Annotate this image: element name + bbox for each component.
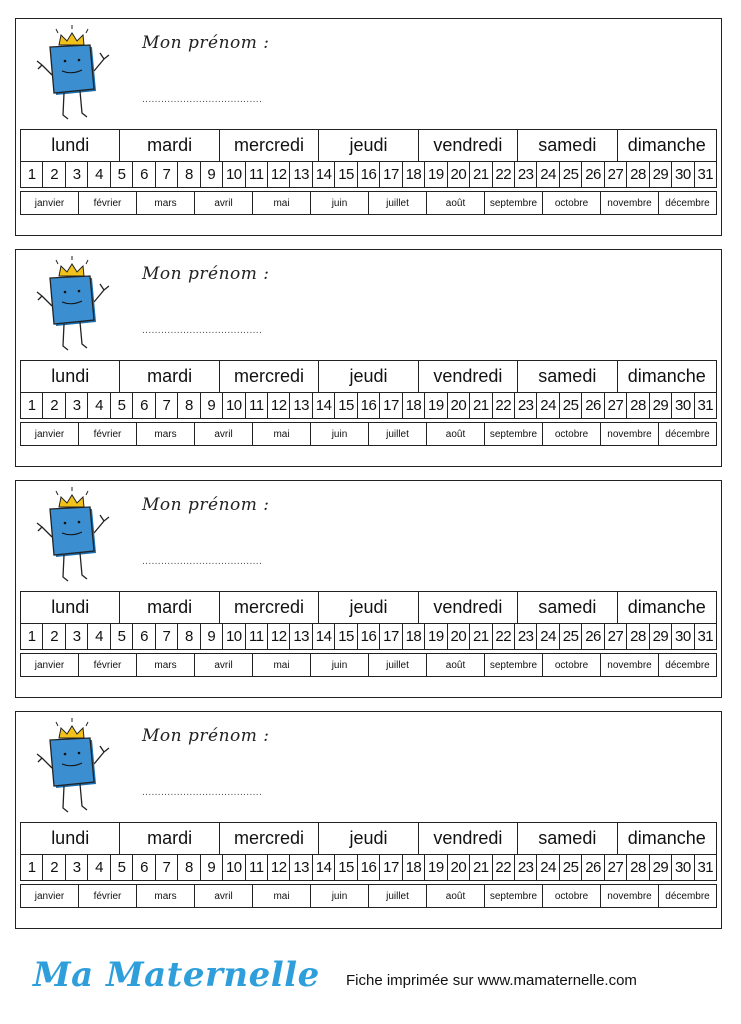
day-number-row <box>20 624 717 650</box>
weekday-cell: samedi <box>518 130 617 161</box>
day-number-cell: 15 <box>335 624 357 649</box>
day-number-cell: 5 <box>111 624 133 649</box>
month-row <box>20 653 717 677</box>
month-cell: novembre <box>601 192 659 214</box>
day-number-cell: 11 <box>246 624 268 649</box>
weekday-cell: lundi <box>21 823 120 854</box>
day-number-cell: 26 <box>582 162 604 187</box>
month-cell: avril <box>195 885 253 907</box>
month-cell: décembre <box>665 890 710 902</box>
day-number-cell: 8 <box>178 855 200 880</box>
month-cell: juillet <box>369 423 427 445</box>
day-number-cell: 28 <box>627 855 649 880</box>
day-number-cell: 23 <box>515 624 537 649</box>
day-number-cell: 9 <box>201 855 223 880</box>
day-number-cell: 12 <box>268 393 290 418</box>
month-cell: juin <box>311 192 369 214</box>
day-number-cell: 27 <box>605 624 627 649</box>
calendar-strip-card <box>15 480 722 698</box>
day-number-cell: 14 <box>313 393 335 418</box>
day-number-cell: 23 <box>515 855 537 880</box>
day-number-cell: 21 <box>470 855 492 880</box>
month-cell: octobre <box>543 885 601 907</box>
day-number-cell: 5 <box>111 162 133 187</box>
day-number-cell: 16 <box>358 162 380 187</box>
day-number-cell: 2 <box>43 162 65 187</box>
month-cell: mai <box>253 885 311 907</box>
weekday-cell: vendredi <box>419 130 518 161</box>
month-cell: décembre <box>665 428 710 440</box>
month-cell: juillet <box>369 654 427 676</box>
day-number-cell: 16 <box>358 855 380 880</box>
day-number-cell: 6 <box>133 393 155 418</box>
month-cell: mars <box>137 423 195 445</box>
day-number-cell: 3 <box>66 855 88 880</box>
day-number-cell: 29 <box>650 162 672 187</box>
day-number-cell: 25 <box>560 162 582 187</box>
day-number-cell: 29 <box>650 393 672 418</box>
month-cell: avril <box>195 654 253 676</box>
day-number-cell: 23 <box>515 393 537 418</box>
day-number-cell: 30 <box>672 393 694 418</box>
month-cell: août <box>427 654 485 676</box>
weekday-cell: dimanche <box>627 597 706 617</box>
weekday-cell: mardi <box>120 592 219 623</box>
month-cell: septembre <box>485 192 543 214</box>
day-number-cell: 10 <box>223 393 245 418</box>
month-cell: août <box>427 192 485 214</box>
month-cell: février <box>79 654 137 676</box>
month-cell: juillet <box>369 885 427 907</box>
month-cell: mai <box>253 423 311 445</box>
day-number-cell: 19 <box>425 855 447 880</box>
day-number-cell: 10 <box>223 162 245 187</box>
month-cell: janvier <box>21 423 79 445</box>
day-number-cell: 11 <box>246 393 268 418</box>
weekday-cell: vendredi <box>419 592 518 623</box>
name-field-dotted-line: ...................................... <box>142 788 263 798</box>
weekday-cell: mardi <box>120 361 219 392</box>
day-number-cell: 27 <box>605 393 627 418</box>
day-number-cell: 31 <box>697 628 714 645</box>
day-number-cell: 17 <box>380 393 402 418</box>
month-cell: mai <box>253 654 311 676</box>
month-cell: septembre <box>485 654 543 676</box>
day-number-cell: 25 <box>560 393 582 418</box>
month-cell: octobre <box>543 423 601 445</box>
weekday-cell: dimanche <box>627 828 706 848</box>
day-number-cell: 19 <box>425 162 447 187</box>
day-number-cell: 1 <box>21 624 43 649</box>
day-number-cell: 21 <box>470 162 492 187</box>
weekday-cell: dimanche <box>627 366 706 386</box>
day-number-cell: 1 <box>21 855 43 880</box>
mascot-illustration <box>34 254 116 358</box>
name-field-dotted-line: ...................................... <box>142 557 263 567</box>
mascot-illustration <box>34 485 116 589</box>
day-number-cell: 12 <box>268 624 290 649</box>
day-number-row <box>20 393 717 419</box>
month-cell: novembre <box>601 654 659 676</box>
footer-logo: Ma Maternelle <box>33 955 320 995</box>
day-number-cell: 24 <box>537 162 559 187</box>
month-cell: janvier <box>21 192 79 214</box>
day-number-cell: 25 <box>560 624 582 649</box>
month-cell: février <box>79 885 137 907</box>
day-number-cell: 12 <box>268 855 290 880</box>
month-cell: avril <box>195 423 253 445</box>
day-number-cell: 6 <box>133 624 155 649</box>
month-cell: décembre <box>665 197 710 209</box>
name-field-dotted-line: ...................................... <box>142 326 263 336</box>
day-number-cell: 16 <box>358 393 380 418</box>
day-number-cell: 20 <box>448 162 470 187</box>
day-number-cell: 24 <box>537 624 559 649</box>
day-number-cell: 20 <box>448 855 470 880</box>
mascot-illustration <box>34 23 116 127</box>
month-row <box>20 422 717 446</box>
weekday-row <box>20 822 717 855</box>
calendar-strip-card <box>15 249 722 467</box>
day-number-cell: 7 <box>156 624 178 649</box>
day-number-cell: 27 <box>605 162 627 187</box>
day-number-cell: 10 <box>223 624 245 649</box>
day-number-cell: 15 <box>335 162 357 187</box>
day-number-cell: 25 <box>560 855 582 880</box>
weekday-cell: dimanche <box>627 135 706 155</box>
footer-url-text: Fiche imprimée sur www.mamaternelle.com <box>346 972 637 989</box>
month-cell: août <box>427 423 485 445</box>
calendar-strip-card <box>15 711 722 929</box>
day-number-cell: 19 <box>425 393 447 418</box>
weekday-cell: mercredi <box>220 592 319 623</box>
day-number-row <box>20 855 717 881</box>
day-number-cell: 20 <box>448 393 470 418</box>
day-number-cell: 24 <box>537 855 559 880</box>
month-cell: juillet <box>369 192 427 214</box>
name-label: Mon prénom : <box>142 33 270 53</box>
weekday-cell: mercredi <box>220 823 319 854</box>
day-number-cell: 10 <box>223 855 245 880</box>
day-number-cell: 7 <box>156 162 178 187</box>
day-number-cell: 11 <box>246 855 268 880</box>
weekday-cell: samedi <box>518 361 617 392</box>
day-number-cell: 30 <box>672 624 694 649</box>
day-number-cell: 6 <box>133 162 155 187</box>
month-cell: avril <box>195 192 253 214</box>
day-number-cell: 14 <box>313 162 335 187</box>
name-label: Mon prénom : <box>142 726 270 746</box>
day-number-cell: 5 <box>111 855 133 880</box>
month-cell: septembre <box>485 885 543 907</box>
day-number-cell: 24 <box>537 393 559 418</box>
weekday-cell: mardi <box>120 130 219 161</box>
day-number-cell: 18 <box>403 162 425 187</box>
day-number-cell: 4 <box>88 393 110 418</box>
day-number-cell: 4 <box>88 624 110 649</box>
weekday-cell: lundi <box>21 361 120 392</box>
day-number-cell: 2 <box>43 624 65 649</box>
day-number-cell: 17 <box>380 624 402 649</box>
day-number-cell: 28 <box>627 162 649 187</box>
day-number-cell: 8 <box>178 162 200 187</box>
weekday-cell: lundi <box>21 592 120 623</box>
day-number-cell: 19 <box>425 624 447 649</box>
day-number-cell: 13 <box>290 393 312 418</box>
day-number-cell: 13 <box>290 855 312 880</box>
weekday-cell: samedi <box>518 823 617 854</box>
day-number-cell: 30 <box>672 162 694 187</box>
month-cell: juin <box>311 885 369 907</box>
month-cell: février <box>79 192 137 214</box>
name-label: Mon prénom : <box>142 264 270 284</box>
weekday-row <box>20 591 717 624</box>
day-number-cell: 4 <box>88 162 110 187</box>
day-number-cell: 26 <box>582 624 604 649</box>
month-cell: janvier <box>21 885 79 907</box>
weekday-cell: mardi <box>120 823 219 854</box>
day-number-cell: 27 <box>605 855 627 880</box>
day-number-cell: 17 <box>380 855 402 880</box>
month-cell: septembre <box>485 423 543 445</box>
weekday-row <box>20 360 717 393</box>
day-number-cell: 22 <box>493 162 515 187</box>
day-number-cell: 20 <box>448 624 470 649</box>
weekday-cell: vendredi <box>419 361 518 392</box>
day-number-cell: 14 <box>313 624 335 649</box>
day-number-cell: 26 <box>582 393 604 418</box>
month-cell: mai <box>253 192 311 214</box>
month-cell: novembre <box>601 885 659 907</box>
day-number-cell: 2 <box>43 855 65 880</box>
day-number-cell: 12 <box>268 162 290 187</box>
name-field-dotted-line: ...................................... <box>142 95 263 105</box>
month-cell: mars <box>137 192 195 214</box>
day-number-cell: 29 <box>650 624 672 649</box>
day-number-cell: 6 <box>133 855 155 880</box>
day-number-cell: 7 <box>156 855 178 880</box>
day-number-cell: 3 <box>66 624 88 649</box>
calendar-strip-card <box>15 18 722 236</box>
weekday-row <box>20 129 717 162</box>
day-number-cell: 30 <box>672 855 694 880</box>
month-cell: mars <box>137 654 195 676</box>
day-number-cell: 22 <box>493 855 515 880</box>
day-number-cell: 5 <box>111 393 133 418</box>
day-number-cell: 2 <box>43 393 65 418</box>
day-number-cell: 22 <box>493 624 515 649</box>
mascot-illustration <box>34 716 116 820</box>
day-number-cell: 17 <box>380 162 402 187</box>
weekday-cell: jeudi <box>319 592 418 623</box>
day-number-cell: 13 <box>290 162 312 187</box>
day-number-cell: 9 <box>201 624 223 649</box>
day-number-cell: 15 <box>335 393 357 418</box>
crown-icon <box>56 718 88 738</box>
month-row <box>20 884 717 908</box>
day-number-cell: 22 <box>493 393 515 418</box>
day-number-cell: 21 <box>470 624 492 649</box>
day-number-cell: 28 <box>627 393 649 418</box>
day-number-cell: 18 <box>403 855 425 880</box>
day-number-cell: 28 <box>627 624 649 649</box>
month-row <box>20 191 717 215</box>
day-number-cell: 31 <box>697 166 714 183</box>
weekday-cell: mercredi <box>220 130 319 161</box>
day-number-cell: 21 <box>470 393 492 418</box>
day-number-cell: 9 <box>201 162 223 187</box>
month-cell: octobre <box>543 654 601 676</box>
month-cell: juin <box>311 654 369 676</box>
weekday-cell: vendredi <box>419 823 518 854</box>
day-number-cell: 4 <box>88 855 110 880</box>
day-number-cell: 15 <box>335 855 357 880</box>
month-cell: février <box>79 423 137 445</box>
day-number-cell: 11 <box>246 162 268 187</box>
month-cell: décembre <box>665 659 710 671</box>
day-number-cell: 13 <box>290 624 312 649</box>
day-number-cell: 26 <box>582 855 604 880</box>
weekday-cell: jeudi <box>319 823 418 854</box>
day-number-cell: 18 <box>403 393 425 418</box>
day-number-cell: 18 <box>403 624 425 649</box>
day-number-cell: 8 <box>178 624 200 649</box>
month-cell: novembre <box>601 423 659 445</box>
day-number-row <box>20 162 717 188</box>
day-number-cell: 1 <box>21 162 43 187</box>
day-number-cell: 1 <box>21 393 43 418</box>
month-cell: octobre <box>543 192 601 214</box>
crown-icon <box>56 487 88 507</box>
month-cell: août <box>427 885 485 907</box>
month-cell: janvier <box>21 654 79 676</box>
weekday-cell: samedi <box>518 592 617 623</box>
month-cell: mars <box>137 885 195 907</box>
weekday-cell: jeudi <box>319 130 418 161</box>
weekday-cell: mercredi <box>220 361 319 392</box>
day-number-cell: 7 <box>156 393 178 418</box>
day-number-cell: 14 <box>313 855 335 880</box>
day-number-cell: 29 <box>650 855 672 880</box>
day-number-cell: 8 <box>178 393 200 418</box>
weekday-cell: lundi <box>21 130 120 161</box>
day-number-cell: 3 <box>66 393 88 418</box>
weekday-cell: jeudi <box>319 361 418 392</box>
day-number-cell: 3 <box>66 162 88 187</box>
day-number-cell: 31 <box>697 859 714 876</box>
day-number-cell: 9 <box>201 393 223 418</box>
day-number-cell: 16 <box>358 624 380 649</box>
month-cell: juin <box>311 423 369 445</box>
crown-icon <box>56 256 88 276</box>
crown-icon <box>56 25 88 45</box>
name-label: Mon prénom : <box>142 495 270 515</box>
day-number-cell: 31 <box>697 397 714 414</box>
day-number-cell: 23 <box>515 162 537 187</box>
